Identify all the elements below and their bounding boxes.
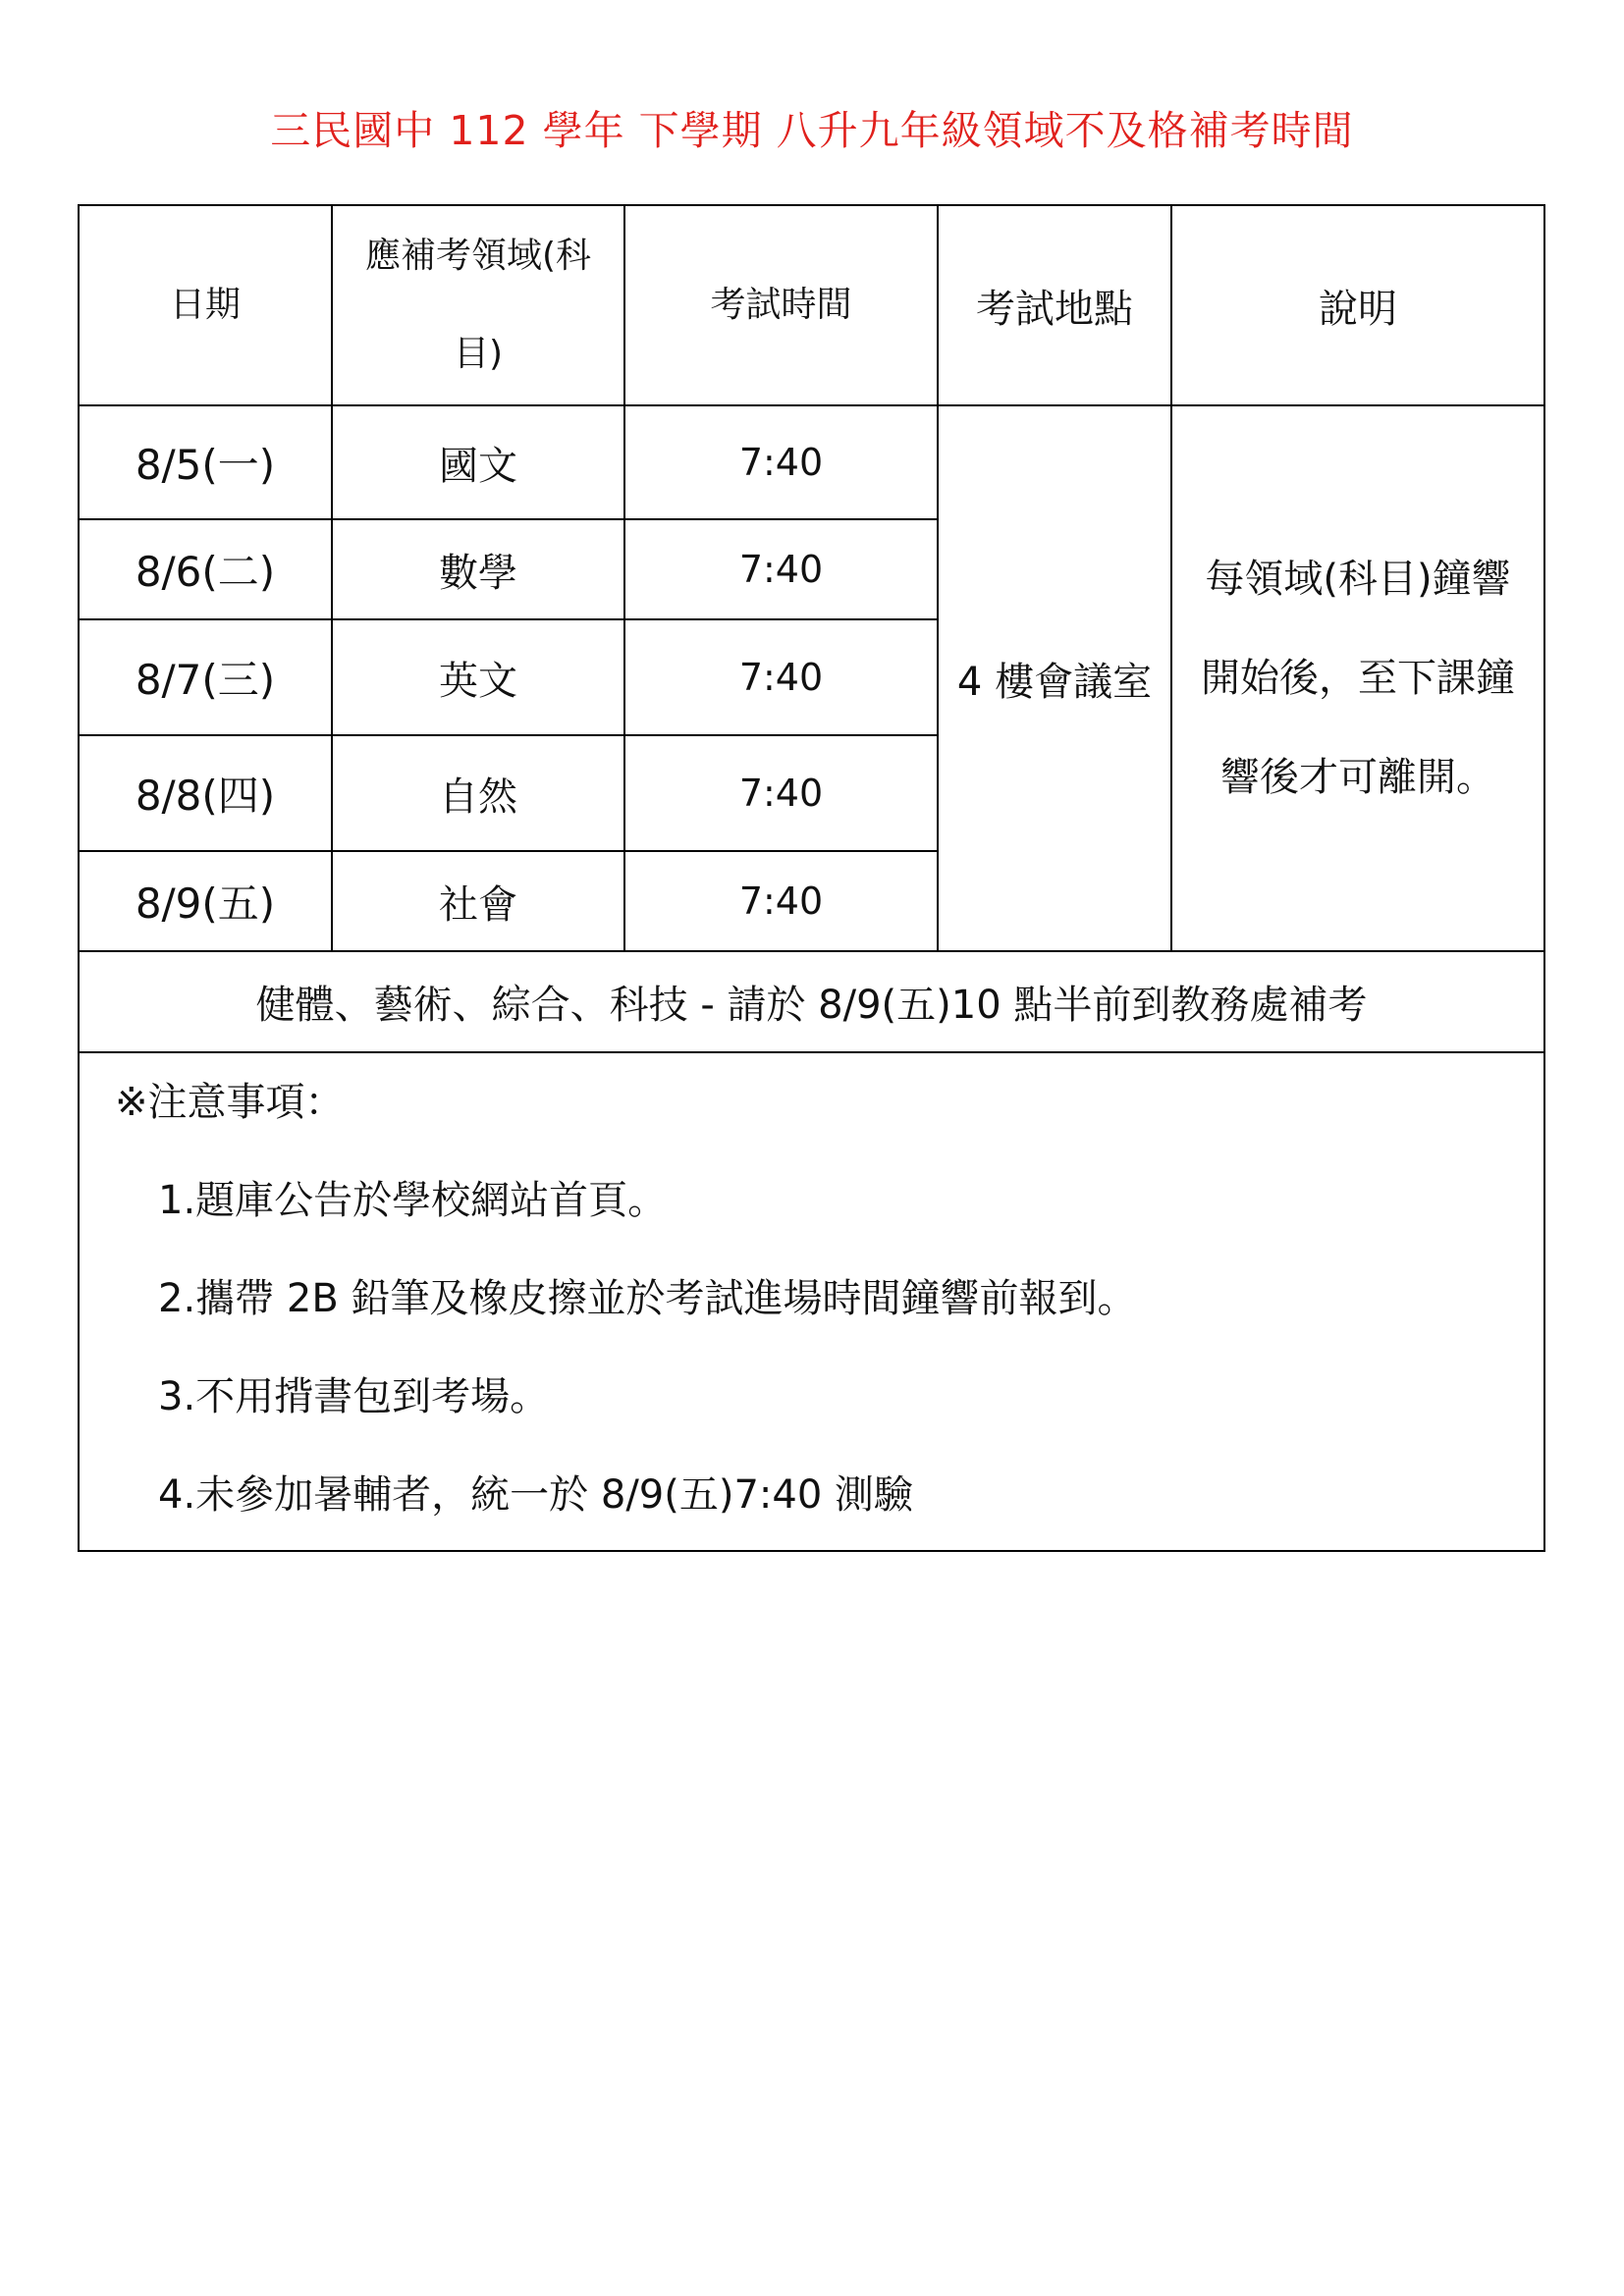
- header-subject: [332, 205, 624, 405]
- row-subject: 自然: [332, 735, 624, 851]
- header-note: 說明: [1171, 205, 1544, 405]
- row-date: 8/6(二): [79, 519, 332, 619]
- header-date: 日期: [79, 205, 332, 405]
- row-date: 8/9(五): [79, 851, 332, 951]
- exam-location: 4 樓會議室: [938, 405, 1171, 951]
- notes-heading: ※注意事項：: [115, 1080, 345, 1125]
- notes-item: 1.題庫公告於學校網站首頁。: [158, 1178, 668, 1223]
- row-subject: 數學: [332, 519, 624, 619]
- row-time: 7:40: [624, 735, 938, 851]
- row-time: 7:40: [624, 519, 938, 619]
- row-time: 7:40: [624, 405, 938, 519]
- row-time: 7:40: [624, 851, 938, 951]
- note-line: 響後才可離開。: [1220, 754, 1495, 800]
- header-location: 考試地點: [938, 205, 1171, 405]
- row-date: 8/8(四): [79, 735, 332, 851]
- exam-schedule-table: [78, 204, 1545, 1552]
- table-row: [79, 405, 1544, 519]
- other-subjects-row: [79, 951, 1544, 1052]
- header-subject-line2: 目): [453, 334, 504, 374]
- notes-item: 3.不用揹書包到考場。: [158, 1374, 550, 1419]
- header-time: 考試時間: [624, 205, 938, 405]
- other-subjects-text: 健體、藝術、綜合、科技 - 請於 8/9(五)10 點半前到教務處補考: [79, 951, 1544, 1052]
- header-subject-line1: 應補考領域(科: [364, 236, 592, 276]
- note-line: 每領域(科目)鐘響: [1205, 556, 1511, 602]
- row-subject: 社會: [332, 851, 624, 951]
- row-subject: 國文: [332, 405, 624, 519]
- row-date: 8/5(一): [79, 405, 332, 519]
- row-date: 8/7(三): [79, 619, 332, 735]
- row-time: 7:40: [624, 619, 938, 735]
- notes-cell: [79, 1052, 1544, 1551]
- notes-row: [79, 1052, 1544, 1551]
- exam-note: [1171, 405, 1544, 951]
- note-line: 開始後，至下課鐘: [1201, 655, 1515, 701]
- notes-list: [80, 1151, 1543, 1544]
- document-title: 三民國中 112 學年 下學期 八升九年級領域不及格補考時間: [270, 107, 1354, 154]
- notes-item: 4.未參加暑輔者，統一於 8/9(五)7:40 測驗: [158, 1472, 914, 1518]
- table-header-row: [79, 205, 1544, 405]
- row-subject: 英文: [332, 619, 624, 735]
- notes-item: 2.攜帶 2B 鉛筆及橡皮擦並於考試進場時間鐘響前報到。: [158, 1276, 1137, 1321]
